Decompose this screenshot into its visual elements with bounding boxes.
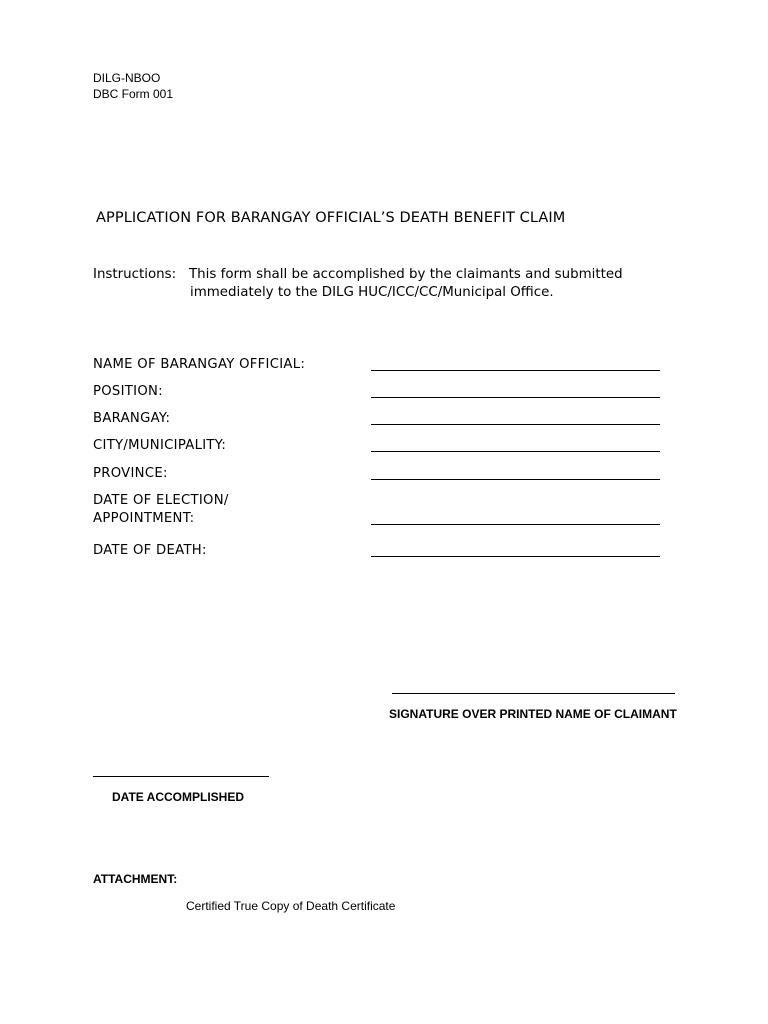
instructions-line-2: immediately to the DILG HUC/ICC/CC/Municipal Office.: [190, 285, 554, 300]
field-label-province: PROVINCE:: [93, 466, 168, 481]
field-line-city[interactable]: [371, 451, 660, 452]
agency-code: DILG-NBOO: [93, 71, 161, 85]
field-label-city: CITY/MUNICIPALITY:: [93, 438, 227, 453]
form-title: APPLICATION FOR BARANGAY OFFICIAL’S DEATH BENEFIT CLAIM: [96, 210, 566, 226]
field-line-position[interactable]: [371, 397, 660, 398]
date-accomplished-caption: DATE ACCOMPLISHED: [112, 790, 244, 804]
field-line-death[interactable]: [371, 556, 660, 557]
field-label-death: DATE OF DEATH:: [93, 543, 207, 558]
form-number: DBC Form 001: [93, 87, 174, 101]
field-label-position: POSITION:: [93, 384, 163, 399]
field-line-name[interactable]: [371, 370, 660, 371]
signature-line[interactable]: [392, 693, 675, 694]
field-label-election-1: DATE OF ELECTION/: [93, 493, 229, 508]
signature-caption: SIGNATURE OVER PRINTED NAME OF CLAIMANT: [389, 707, 677, 721]
field-line-province[interactable]: [371, 479, 660, 480]
instructions-line-1: This form shall be accomplished by the claimants and submitted: [189, 267, 623, 282]
instructions-label: Instructions:: [93, 267, 177, 282]
attachment-label: ATTACHMENT:: [93, 872, 178, 886]
field-label-election-2: APPOINTMENT:: [93, 511, 195, 526]
field-line-barangay[interactable]: [371, 424, 660, 425]
field-label-barangay: BARANGAY:: [93, 411, 171, 426]
field-label-name: NAME OF BARANGAY OFFICIAL:: [93, 357, 306, 372]
date-accomplished-line[interactable]: [93, 776, 269, 777]
attachment-item: Certified True Copy of Death Certificate: [186, 899, 396, 913]
field-line-election[interactable]: [371, 524, 660, 525]
